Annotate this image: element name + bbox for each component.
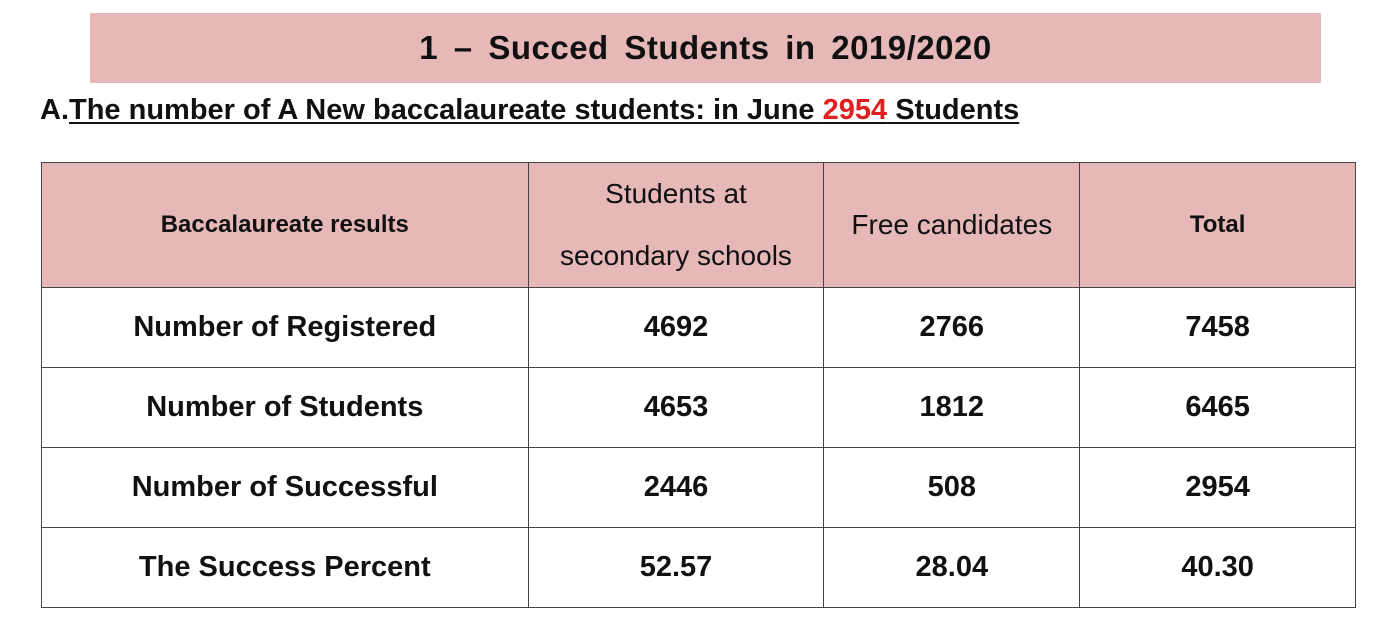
cell-total: 40.30	[1080, 528, 1356, 608]
section-text-before: The number of A New baccalaureate students: in June	[69, 94, 823, 126]
table-row	[42, 448, 1356, 528]
row-label: Number of Successful	[42, 448, 529, 528]
highlight-count: 2954	[822, 94, 888, 126]
cell-secondary: 2446	[528, 448, 824, 528]
section-prefix: A.	[40, 94, 69, 126]
results-table	[41, 162, 1356, 608]
row-label: Number of Students	[42, 368, 529, 448]
cell-free: 508	[824, 448, 1080, 528]
row-label: Number of Registered	[42, 288, 529, 368]
cell-free: 28.04	[824, 528, 1080, 608]
section-heading-text	[69, 94, 1019, 126]
table-row	[42, 368, 1356, 448]
cell-secondary: 4692	[528, 288, 824, 368]
cell-total: 7458	[1080, 288, 1356, 368]
cell-free: 2766	[824, 288, 1080, 368]
table-header-row	[42, 163, 1356, 288]
section-text-after: Students	[887, 94, 1020, 126]
page-title: 1 – Succed Students in 2019/2020	[419, 29, 992, 66]
column-header-free: Free candidates	[824, 163, 1080, 288]
section-heading	[40, 94, 1019, 127]
column-header-results: Baccalaureate results	[42, 163, 529, 288]
cell-secondary: 4653	[528, 368, 824, 448]
column-header-secondary: Students at secondary schools	[528, 163, 824, 288]
column-header-total: Total	[1080, 163, 1356, 288]
table-row	[42, 528, 1356, 608]
cell-free: 1812	[824, 368, 1080, 448]
title-banner	[90, 13, 1321, 83]
table-row	[42, 288, 1356, 368]
cell-total: 6465	[1080, 368, 1356, 448]
row-label: The Success Percent	[42, 528, 529, 608]
cell-secondary: 52.57	[528, 528, 824, 608]
cell-total: 2954	[1080, 448, 1356, 528]
